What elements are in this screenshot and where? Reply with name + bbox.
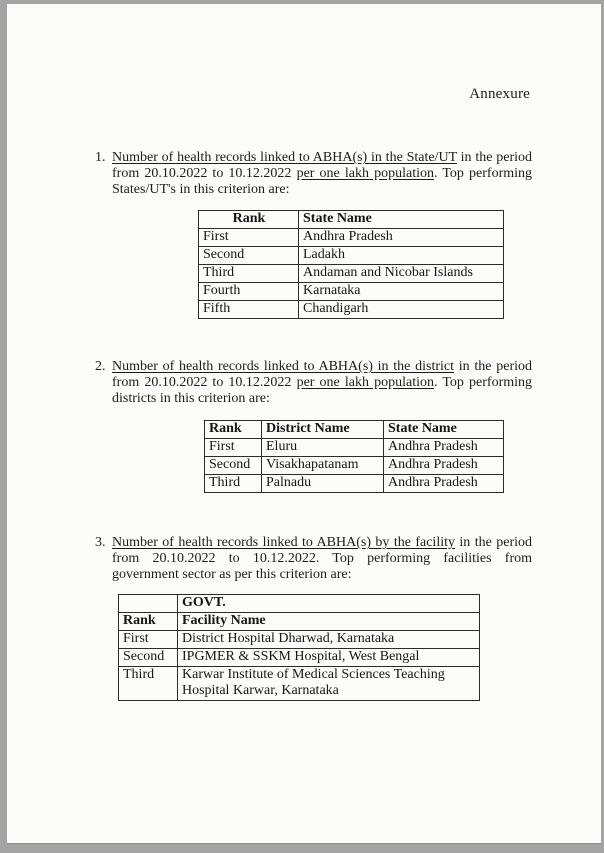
header-cell-govt: GOVT. bbox=[178, 595, 480, 613]
list-item-2 bbox=[95, 359, 532, 407]
table-row bbox=[119, 631, 480, 649]
plain-phrase: in the period from 20.10.2022 to 10.12.2022 bbox=[112, 150, 532, 181]
cell-district: Eluru bbox=[262, 439, 384, 457]
cell-rank: First bbox=[199, 229, 299, 247]
header-cell-state-name: State Name bbox=[299, 211, 504, 229]
table-row bbox=[199, 301, 504, 319]
cell-district: Palnadu bbox=[262, 475, 384, 493]
cell-rank: Fourth bbox=[199, 283, 299, 301]
table-row bbox=[205, 439, 504, 457]
cell-state: Andhra Pradesh bbox=[384, 457, 504, 475]
districts-ranking-table bbox=[204, 420, 504, 493]
list-item-2-text bbox=[112, 359, 532, 407]
cell-state: Andhra Pradesh bbox=[299, 229, 504, 247]
cell-rank: Second bbox=[119, 649, 178, 667]
table-row bbox=[205, 475, 504, 493]
underlined-phrase: per one lakh population bbox=[296, 375, 434, 390]
plain-phrase: . Top performing States/UT's in this criterion are: bbox=[112, 166, 533, 197]
header-cell-rank: Rank bbox=[205, 421, 262, 439]
annexure-heading: Annexure bbox=[469, 86, 530, 102]
header-cell-rank: Rank bbox=[119, 613, 178, 631]
table-group-header-row bbox=[119, 595, 480, 613]
facilities-ranking-table bbox=[118, 594, 480, 701]
table-header-row bbox=[119, 613, 480, 631]
table-header-row bbox=[205, 421, 504, 439]
list-item-1-text bbox=[112, 150, 532, 198]
table-row bbox=[119, 649, 480, 667]
cell-facility: Karwar Institute of Medical Sciences Teaching Hospital Karwar, Karnataka bbox=[178, 667, 480, 701]
plain-phrase: . Top performing districts in this criterion are: bbox=[112, 375, 533, 406]
cell-state: Karnataka bbox=[299, 283, 504, 301]
list-item-3-number: 3. bbox=[95, 535, 106, 550]
cell-rank: Fifth bbox=[199, 301, 299, 319]
cell-state: Andhra Pradesh bbox=[384, 475, 504, 493]
cell-state: Chandigarh bbox=[299, 301, 504, 319]
header-cell-district-name: District Name bbox=[262, 421, 384, 439]
table-row bbox=[199, 265, 504, 283]
list-item-2-number: 2. bbox=[95, 359, 106, 374]
cell-rank: Third bbox=[199, 265, 299, 283]
empty-cell bbox=[119, 595, 178, 613]
header-cell-rank: Rank bbox=[199, 211, 299, 229]
table-row bbox=[199, 229, 504, 247]
table-row bbox=[199, 247, 504, 265]
table-row bbox=[205, 457, 504, 475]
underlined-phrase: Number of health records linked to ABHA(s) in the district bbox=[112, 359, 455, 374]
header-cell-facility-name: Facility Name bbox=[178, 613, 480, 631]
list-item-3 bbox=[95, 535, 532, 583]
cell-rank: First bbox=[205, 439, 262, 457]
underlined-phrase: Number of health records linked to ABHA(s) by the facility bbox=[112, 535, 455, 550]
cell-rank: Third bbox=[119, 667, 178, 701]
list-item-1 bbox=[95, 150, 532, 198]
cell-rank: First bbox=[119, 631, 178, 649]
cell-rank: Third bbox=[205, 475, 262, 493]
table-row bbox=[199, 283, 504, 301]
list-item-1-number: 1. bbox=[95, 150, 106, 165]
cell-state: Andaman and Nicobar Islands bbox=[299, 265, 504, 283]
plain-phrase: in the period from 20.10.2022 to 10.12.2022. Top performing facilities from government sector as per this criterion are: bbox=[112, 535, 533, 582]
cell-rank: Second bbox=[199, 247, 299, 265]
cell-state: Andhra Pradesh bbox=[384, 439, 504, 457]
cell-facility: IPGMER & SSKM Hospital, West Bengal bbox=[178, 649, 480, 667]
table-row bbox=[119, 667, 480, 701]
plain-phrase: in the period from 20.10.2022 to 10.12.2022 bbox=[112, 359, 533, 390]
cell-facility: District Hospital Dharwad, Karnataka bbox=[178, 631, 480, 649]
cell-rank: Second bbox=[205, 457, 262, 475]
table-header-row bbox=[199, 211, 504, 229]
cell-district: Visakhapatanam bbox=[262, 457, 384, 475]
underlined-phrase: Number of health records linked to ABHA(s) in the State/UT bbox=[112, 150, 457, 165]
underlined-phrase: per one lakh population bbox=[296, 166, 434, 181]
list-item-3-text bbox=[112, 535, 532, 583]
header-cell-state-name: State Name bbox=[384, 421, 504, 439]
states-ranking-table bbox=[198, 210, 504, 319]
cell-state: Ladakh bbox=[299, 247, 504, 265]
